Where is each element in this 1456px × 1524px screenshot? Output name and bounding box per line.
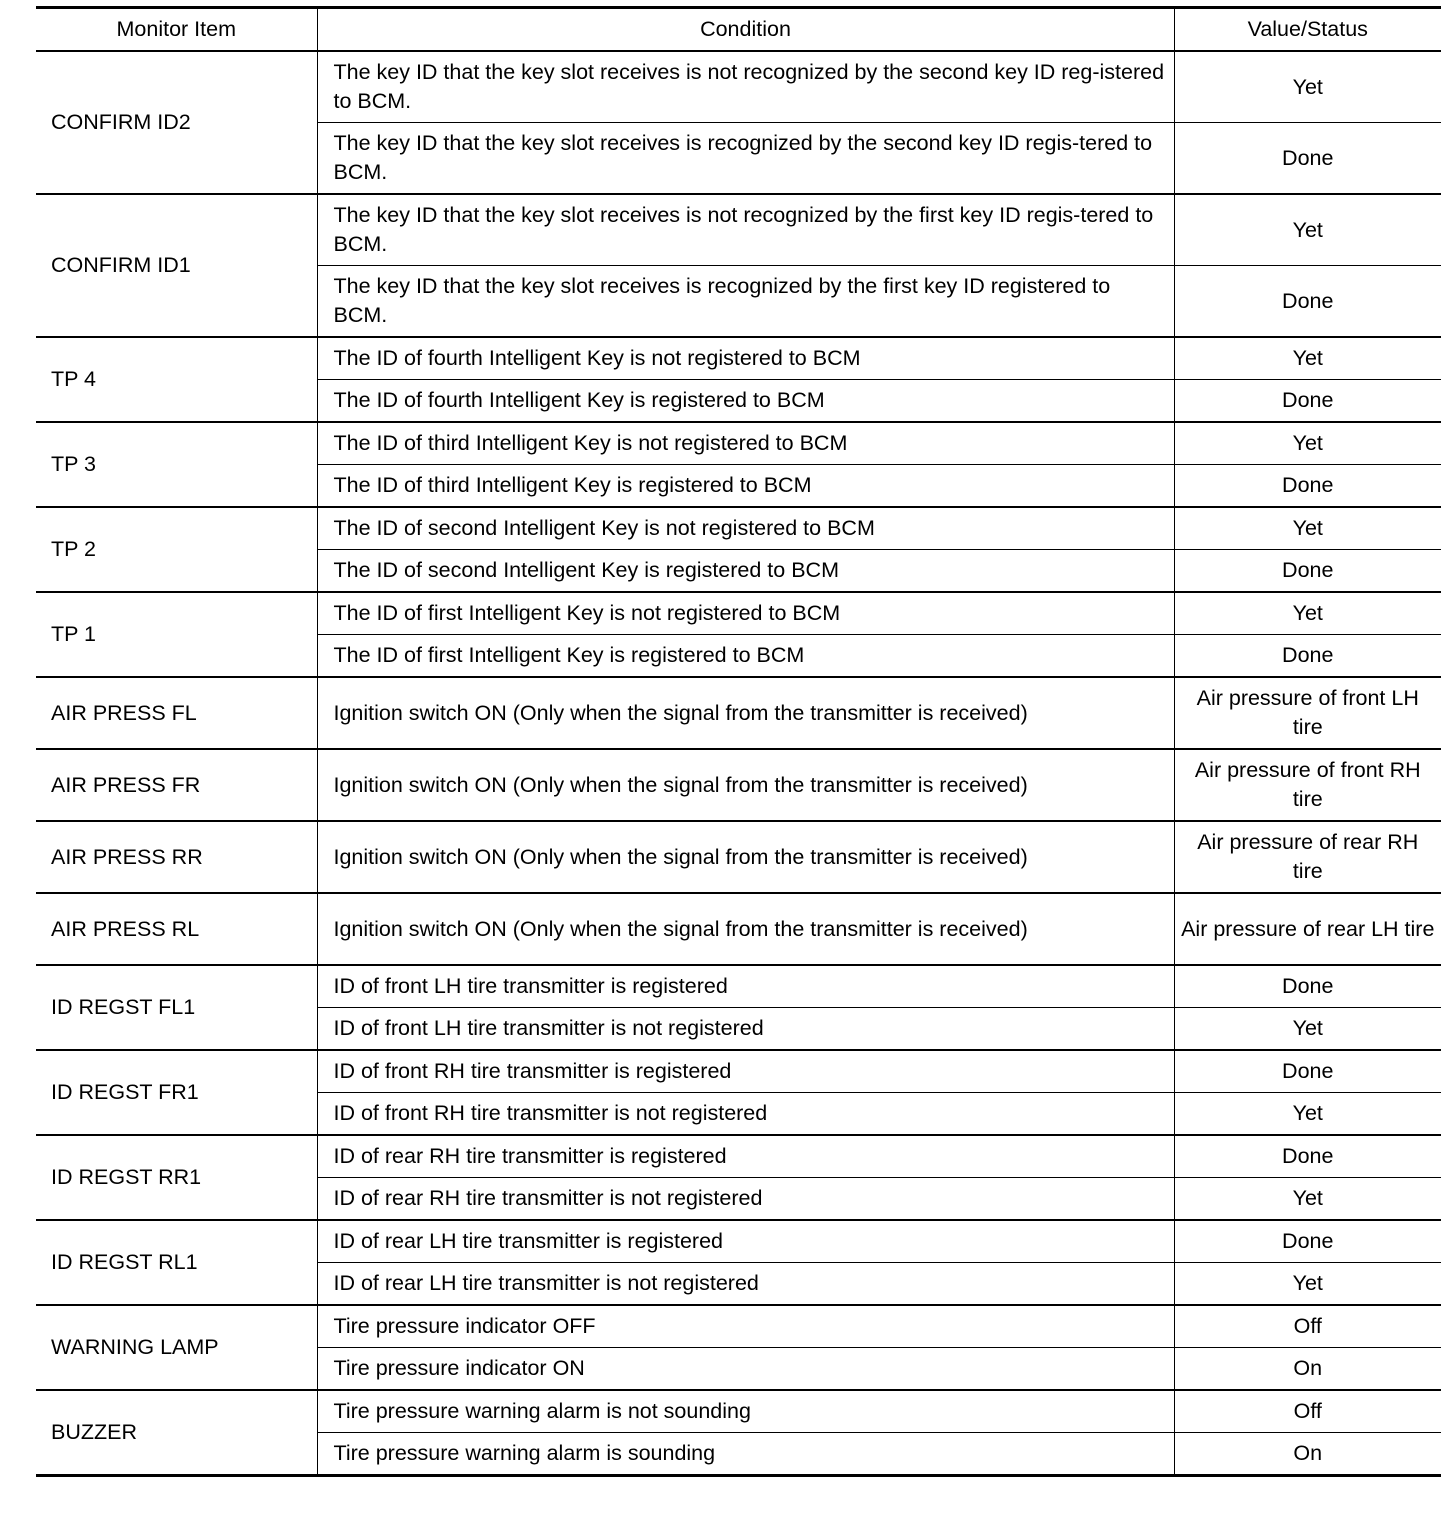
condition-cell: Ignition switch ON (Only when the signal from the transmitter is received) xyxy=(317,749,1174,821)
condition-cell: Tire pressure warning alarm is sounding xyxy=(317,1433,1174,1476)
condition-cell: The ID of third Intelligent Key is not registered to BCM xyxy=(317,422,1174,465)
value-status-cell: Yet xyxy=(1174,1178,1441,1221)
value-status-cell: Done xyxy=(1174,635,1441,678)
table-row xyxy=(36,1050,1441,1093)
monitor-item-cell: TP 3 xyxy=(36,422,317,507)
value-status-cell: Done xyxy=(1174,1050,1441,1093)
table-row xyxy=(36,1390,1441,1433)
value-status-cell: Air pressure of front RH tire xyxy=(1174,749,1441,821)
value-status-cell: Yet xyxy=(1174,592,1441,635)
value-status-cell: Yet xyxy=(1174,337,1441,380)
value-status-cell: Done xyxy=(1174,1135,1441,1178)
table-row xyxy=(36,194,1441,266)
condition-cell: The ID of fourth Intelligent Key is not registered to BCM xyxy=(317,337,1174,380)
value-status-cell: Done xyxy=(1174,380,1441,423)
condition-cell: ID of front RH tire transmitter is registered xyxy=(317,1050,1174,1093)
monitor-item-cell: TP 4 xyxy=(36,337,317,422)
condition-cell: ID of front LH tire transmitter is registered xyxy=(317,965,1174,1008)
condition-cell: Ignition switch ON (Only when the signal from the transmitter is received) xyxy=(317,893,1174,965)
monitor-table xyxy=(36,6,1441,1477)
value-status-cell: Yet xyxy=(1174,51,1441,123)
value-status-cell: Yet xyxy=(1174,1093,1441,1136)
monitor-item-cell: AIR PRESS FR xyxy=(36,749,317,821)
header-condition: Condition xyxy=(317,8,1174,52)
monitor-item-cell: BUZZER xyxy=(36,1390,317,1476)
monitor-item-cell: ID REGST RR1 xyxy=(36,1135,317,1220)
monitor-table-container xyxy=(36,6,1441,1477)
condition-cell: The ID of fourth Intelligent Key is registered to BCM xyxy=(317,380,1174,423)
condition-cell: The ID of second Intelligent Key is registered to BCM xyxy=(317,550,1174,593)
condition-cell: The key ID that the key slot receives is recognized by the second key ID regis-tered to BCM. xyxy=(317,123,1174,195)
monitor-item-cell: WARNING LAMP xyxy=(36,1305,317,1390)
table-row xyxy=(36,337,1441,380)
table-row xyxy=(36,1305,1441,1348)
condition-cell: The ID of first Intelligent Key is registered to BCM xyxy=(317,635,1174,678)
condition-cell: Tire pressure indicator OFF xyxy=(317,1305,1174,1348)
monitor-item-cell: TP 2 xyxy=(36,507,317,592)
condition-cell: ID of rear LH tire transmitter is not registered xyxy=(317,1263,1174,1306)
table-header-row xyxy=(36,8,1441,52)
value-status-cell: Done xyxy=(1174,965,1441,1008)
condition-cell: Tire pressure warning alarm is not sounding xyxy=(317,1390,1174,1433)
condition-cell: The key ID that the key slot receives is not recognized by the first key ID regis-tered to BCM. xyxy=(317,194,1174,266)
table-row xyxy=(36,507,1441,550)
value-status-cell: Air pressure of rear LH tire xyxy=(1174,893,1441,965)
value-status-cell: Yet xyxy=(1174,422,1441,465)
table-row xyxy=(36,965,1441,1008)
monitor-item-cell: ID REGST FL1 xyxy=(36,965,317,1050)
condition-cell: Tire pressure indicator ON xyxy=(317,1348,1174,1391)
value-status-cell: Done xyxy=(1174,266,1441,338)
value-status-cell: Yet xyxy=(1174,507,1441,550)
condition-cell: The ID of second Intelligent Key is not registered to BCM xyxy=(317,507,1174,550)
header-monitor-item: Monitor Item xyxy=(36,8,317,52)
condition-cell: The ID of first Intelligent Key is not registered to BCM xyxy=(317,592,1174,635)
value-status-cell: Yet xyxy=(1174,1008,1441,1051)
table-row xyxy=(36,677,1441,749)
condition-cell: The key ID that the key slot receives is not recognized by the second key ID reg-istered to BCM. xyxy=(317,51,1174,123)
condition-cell: ID of front RH tire transmitter is not registered xyxy=(317,1093,1174,1136)
condition-cell: ID of front LH tire transmitter is not registered xyxy=(317,1008,1174,1051)
monitor-item-cell: ID REGST RL1 xyxy=(36,1220,317,1305)
monitor-item-cell: ID REGST FR1 xyxy=(36,1050,317,1135)
value-status-cell: Off xyxy=(1174,1305,1441,1348)
value-status-cell: Done xyxy=(1174,550,1441,593)
condition-cell: ID of rear RH tire transmitter is registered xyxy=(317,1135,1174,1178)
monitor-item-cell: AIR PRESS FL xyxy=(36,677,317,749)
value-status-cell: Yet xyxy=(1174,194,1441,266)
table-row xyxy=(36,422,1441,465)
table-body xyxy=(36,51,1441,1476)
table-row xyxy=(36,749,1441,821)
value-status-cell: Air pressure of rear RH tire xyxy=(1174,821,1441,893)
condition-cell: Ignition switch ON (Only when the signal from the transmitter is received) xyxy=(317,821,1174,893)
value-status-cell: Done xyxy=(1174,123,1441,195)
condition-cell: Ignition switch ON (Only when the signal from the transmitter is received) xyxy=(317,677,1174,749)
table-row xyxy=(36,1220,1441,1263)
value-status-cell: On xyxy=(1174,1348,1441,1391)
monitor-item-cell: TP 1 xyxy=(36,592,317,677)
value-status-cell: Done xyxy=(1174,465,1441,508)
value-status-cell: Off xyxy=(1174,1390,1441,1433)
value-status-cell: Air pressure of front LH tire xyxy=(1174,677,1441,749)
value-status-cell: Done xyxy=(1174,1220,1441,1263)
table-row xyxy=(36,1135,1441,1178)
condition-cell: The key ID that the key slot receives is recognized by the first key ID registered to BCM. xyxy=(317,266,1174,338)
table-row xyxy=(36,592,1441,635)
monitor-item-cell: AIR PRESS RR xyxy=(36,821,317,893)
value-status-cell: Yet xyxy=(1174,1263,1441,1306)
table-row xyxy=(36,893,1441,965)
header-value-status: Value/Status xyxy=(1174,8,1441,52)
condition-cell: ID of rear RH tire transmitter is not registered xyxy=(317,1178,1174,1221)
monitor-item-cell: CONFIRM ID1 xyxy=(36,194,317,337)
condition-cell: The ID of third Intelligent Key is registered to BCM xyxy=(317,465,1174,508)
table-row xyxy=(36,51,1441,123)
monitor-item-cell: CONFIRM ID2 xyxy=(36,51,317,194)
monitor-item-cell: AIR PRESS RL xyxy=(36,893,317,965)
value-status-cell: On xyxy=(1174,1433,1441,1476)
table-row xyxy=(36,821,1441,893)
condition-cell: ID of rear LH tire transmitter is registered xyxy=(317,1220,1174,1263)
